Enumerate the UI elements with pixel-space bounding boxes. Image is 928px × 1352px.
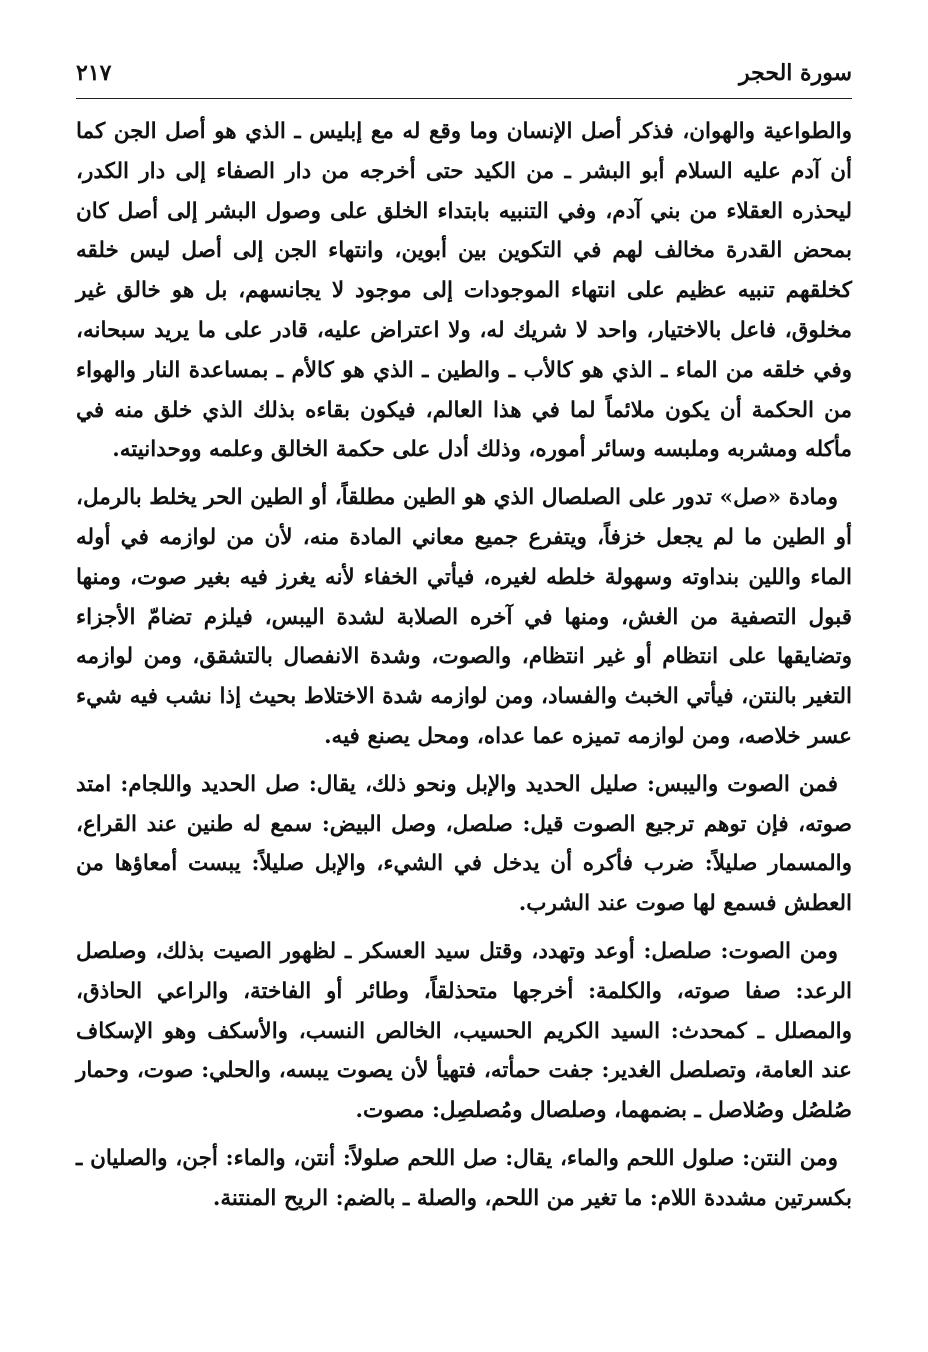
surah-title: سورة الحجر <box>739 60 852 86</box>
paragraph-1: والطواعية والهوان، فذكر أصل الإنسان وما وقع له مع إبليس ـ الذي هو أصل الجن كما أن آدم عليه السلام أبو البشر ـ من الكيد حتى أخرجه من دار الصفاء إلى دار الكدر، ليحذره العقلاء من بني آدم، وفي التنبيه بابتداء الخلق على وصول البشر إلى أصل كان بمحض القدرة مخالف لهم في التكوين بين أبوين، وانتهاء الجن إلى أصل ليس خلقه كخلقهم تنبيه عظيم على انتهاء الموجودات إلى موجود لا يجانسهم، بل هو خالق غير مخلوق، فاعل بالاختيار، واحد لا شريك له، ولا اعتراض عليه، قادر على ما يريد سبحانه، وفي خلقه من الماء ـ الذي هو كالأب ـ والطين ـ الذي هو كالأم ـ بمساعدة النار والهواء من الحكمة أن يكون ملائماً لما في هذا العالم، فيكون بقاءه بذلك الذي خلق منه في مأكله ومشربه وملبسه وسائر أموره، وذلك أدل على حكمة الخالق وعلمه ووحدانيته. <box>76 119 852 463</box>
body-text <box>76 112 852 1219</box>
header-divider <box>76 98 852 99</box>
page-number: ٢١٧ <box>76 60 112 86</box>
paragraph-3: فمن الصوت واليبس: صليل الحديد والإبل ونحو ذلك، يقال: صل الحديد واللجام: امتد صوته، فإن توهم ترجيع الصوت قيل: صلصل، وصل البيض: سمع له طنين عند القراع، والمسمار صليلاً: ضرب فأكره أن يدخل في الشيء، والإبل صليلاً: يبست أمعاؤها من العطش فسمع لها صوت عند الشرب. <box>76 771 852 917</box>
paragraph-5: ومن النتن: صلول اللحم والماء، يقال: صل اللحم صلولاً: أنتن، والماء: أجن، والصليان ـ بكسرتين مشددة اللام: ما تغير من اللحم، والصلة ـ بالضم: الريح المنتنة. <box>76 1145 852 1211</box>
paragraph-2: ومادة «صل» تدور على الصلصال الذي هو الطين مطلقاً، أو الطين الحر يخلط بالرمل، أو الطين ما لم يجعل خزفاً، ويتفرع جميع معاني المادة منه، لأن من لوازمه في أوله الماء واللين بنداوته وسهولة خلطه لغيره، فيأتي الخفاء لأنه يغرز فيه بغير صوت، ومنها قبول التصفية من الغش، ومنها في آخره الصلابة لشدة اليبس، فيلزم تضامّ الأجزاء وتضايقها على انتظام أو غير انتظام، والصوت، وشدة الانفصال بالتشقق، ومن لوازمه التغير بالنتن، فيأتي الخبث والفساد، ومن لوازمه شدة الاختلاط بحيث إذا نشب فيه شيء عسر خلاصه، ومن لوازمه تميزه عما عداه، ومحل يصنع فيه. <box>76 485 852 749</box>
paragraph-4: ومن الصوت: صلصل: أوعد وتهدد، وقتل سيد العسكر ـ لظهور الصيت بذلك، وصلصل الرعد: صفا صوته، والكلمة: أخرجها متحذلقاً، وطائر أو الفاختة، والراعي الحاذق، والمصلل ـ كمحدث: السيد الكريم الحسيب، الخالص النسب، والأسكف وهو الإسكاف عند العامة، وتصلصل الغدير: جفت حمأته، فتهيأ لأن يصوت يبسه، والحلي: صوت، وحمار صُلصُل وصُلاصل ـ بضمهما، وصلصال ومُصلصِل: مصوت. <box>76 938 852 1124</box>
page-header <box>76 58 852 98</box>
